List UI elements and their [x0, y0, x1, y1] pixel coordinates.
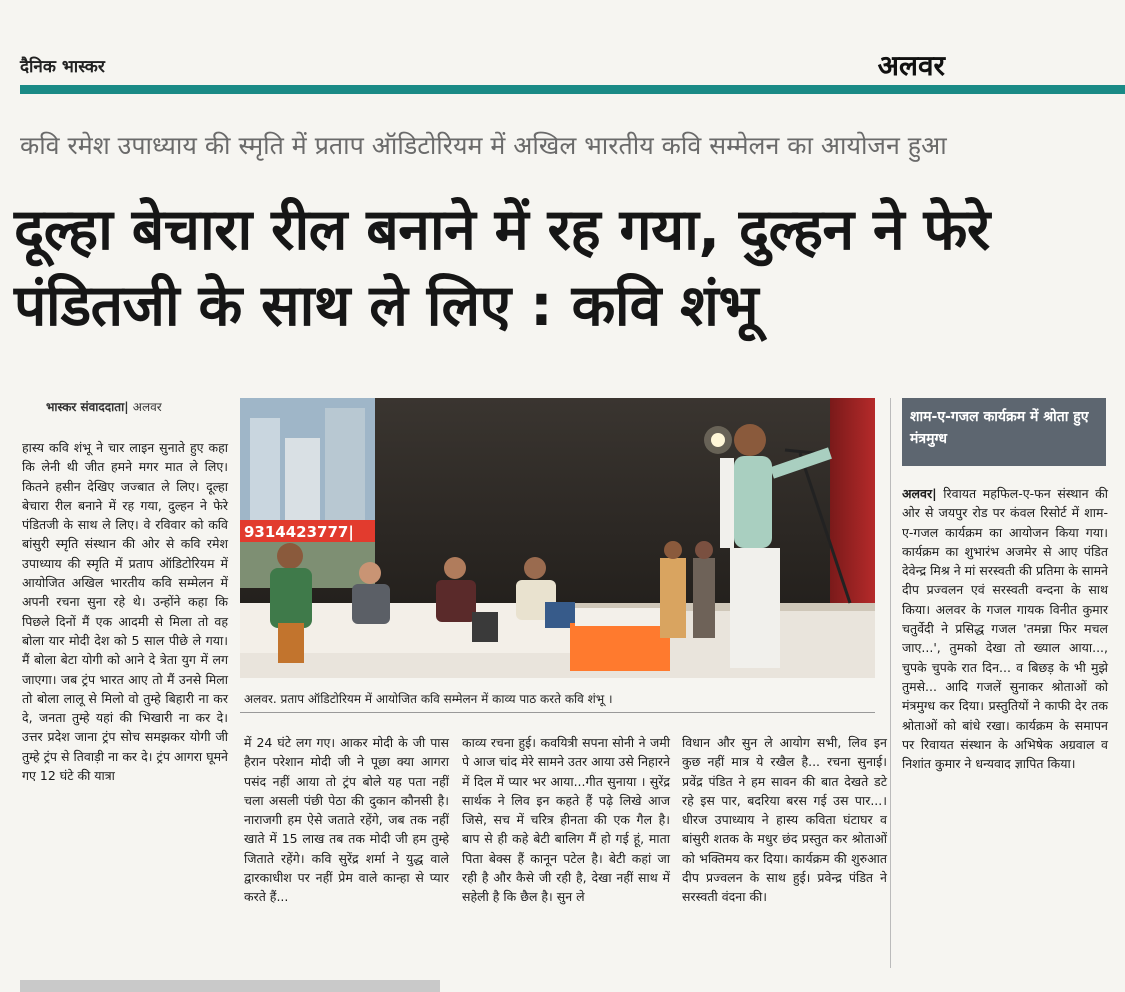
city-edition: अलवर	[877, 49, 945, 82]
caption-rule	[240, 712, 875, 713]
byline-place: अलवर	[132, 400, 162, 414]
sidebar-article	[902, 484, 1108, 773]
article-column-1: हास्य कवि शंभू ने चार लाइन सुनाते हुए कहा कि लेनी थी जीत हमने मगर मात ले लिए। कितने हसीन देखिए जज्बात ले लिए। दूल्हा बेचारा रील बनाने में रह गया, दुल्हन ने फेरे पंडितजी के साथ ले लिए। वे रविवार को कवि बांसुरी स्मृति संस्थान की ओर से कवि रमेश उपाध्याय की स्मृति में प्रताप ऑडिटोरियम में आयोजित अखिल भारतीय कवि सम्मेलन में अपनी रचना सुना रहे थे। उन्होंने कहा कि पिछले दिनों मैं एक आदमी से मिला तो वह बोला यार मोदी देश को 5 साल पीछे ले गया। मैं बोला बेटा योगी को आने दे त्रेता युग में लग जाएगा। जब ट्रंप भारत आए तो मैं उनसे मिला तो बोला लालू से मिलो वो तुम्हे बिहारी ना कर दे, जनता तुम्हे यहां की भिखारी ना कर दे। उत्तर प्रदेश जाना ट्रंप सोच समझकर योगी जी तुम्हे ट्रंप से तिवाड़ी ना कर दे। ट्रंप आगरा घूमने गए 12 घंटे की यात्रा	[22, 440, 228, 784]
sidebar-body: रिवायत महफिल-ए-फन संस्थान की ओर से जयपुर रोड पर कंवल रिसोर्ट में शाम-ए-गजल कार्यक्रम का आयोजन किया गया। कार्यक्रम का शुभारंभ अजमेर से आए पंडित देवेन्द्र मिश्र ने मां सरस्वती की प्रतिमा के सामने दीप प्रज्वलन एवं सरस्वती वन्दना के साथ किया। अलवर के गजल गायक विनीत कुमार चतुर्वेदी ने प्रसिद्ध गजल 'तमन्ना फिर मचल जाए...', तुमको देखा तो ख्याल आया..., चुपके चुपके रात दिन... व बिछड़ के भी मुझे तुमसे... आदि गजलें सुनाकर श्रोताओं को मंत्रमुग्ध कर दिया। प्रस्तुतियों ने काफी देर तक श्रोताओं को बांधे रखा। कार्यक्रम के समापन पर रिवायत संस्थान के अभिषेक अग्रवाल व निशांत कुमार ने धन्यवाद ज्ञापित किया।	[902, 486, 1108, 772]
event-photo	[240, 398, 875, 678]
byline-reporter: भास्कर संवाददाता	[46, 400, 125, 414]
publication-name: दैनिक भास्कर	[20, 57, 105, 77]
column-divider	[890, 398, 891, 968]
headline: दूल्हा बेचारा रील बनाने में रह गया, दुल्हन ने फेरे पंडितजी के साथ ले लिए : कवि शंभू	[14, 197, 990, 339]
next-story-strip	[20, 980, 440, 992]
event-photo-illustration	[240, 398, 875, 678]
sidebar-dateline: अलवर|	[902, 486, 937, 501]
photo-caption: अलवर. प्रताप ऑडिटोरियम में आयोजित कवि सम्मेलन में काव्य पाठ करते कवि शंभू ।	[244, 692, 613, 706]
article-column-4: विधान और सुन ले आयोग सभी, लिव इन कुछ नहीं मात्र ये रखैल है... रचना सुनाई। प्रवेंद्र पंडित ने हम सावन की बात देखते डटे रहे इस पार, बदरिया बरस गई उस पार...। धीरज उपाध्याय ने हास्य कविता घंटाघर व बांसुरी शतक के मधुर छंद प्रस्तुत कर श्रोताओं को भक्तिमय कर दिया। कार्यक्रम की शुरुआत दीप प्रज्वलन के साथ हुई। प्रवेन्द्र पंडित ने सरस्वती वंदना की।	[682, 735, 887, 905]
banner-number: 9314423777|	[244, 523, 354, 541]
article-column-2: में 24 घंटे लग गए। आकर मोदी के जी पास हैरान परेशान मोदी जी ने पूछा क्या आगरा पसंद नहीं आया तो ट्रंप बोले यह पता नहीं चला असली पंछी पेठा की दुकान कौनसी है। नाराजगी हम ऐसे जताते रहेंगे, जब तक नहीं खाते में 15 लाख तब तक मोदी जी हम तुम्हे जिताते रहेंगे। कवि सुरेंद्र शर्मा ने युद्ध वाले द्वारकाधीश पर नहीं प्रेम वाले कान्हा से प्यार करते हैं...	[244, 735, 449, 905]
kicker: कवि रमेश उपाध्याय की स्मृति में प्रताप ऑडिटोरियम में अखिल भारतीय कवि सम्मेलन का आयोजन हुआ	[20, 131, 947, 160]
sidebar-title: शाम-ए-गजल कार्यक्रम में श्रोता हुए मंत्रमुग्ध	[902, 398, 1106, 466]
byline: भास्कर संवाददाता| अलवर	[46, 400, 162, 414]
article-column-3: काव्य रचना हुई। कवयित्री सपना सोनी ने जमी पे आज चांद मेरे सामने उतर आया उसे निहारने में दिल में प्यार भर आया...गीत सुनाया । सुरेंद्र सार्थक ने लिव इन कहते हैं पढ़े लिखे आज जिसे, सच में चरित्र हीनता की एक गैल है। बाप से ही कहे बेटी बालिग मैं हो गई हूं, माता पिता बेक्स हैं कानून पटेल है। बेटी कहां जा रही है और कैसे जी रही है, देखा नहीं साथ में सहेली है कि छैल है। सुन ले	[462, 735, 670, 905]
header-rule	[20, 85, 1125, 94]
